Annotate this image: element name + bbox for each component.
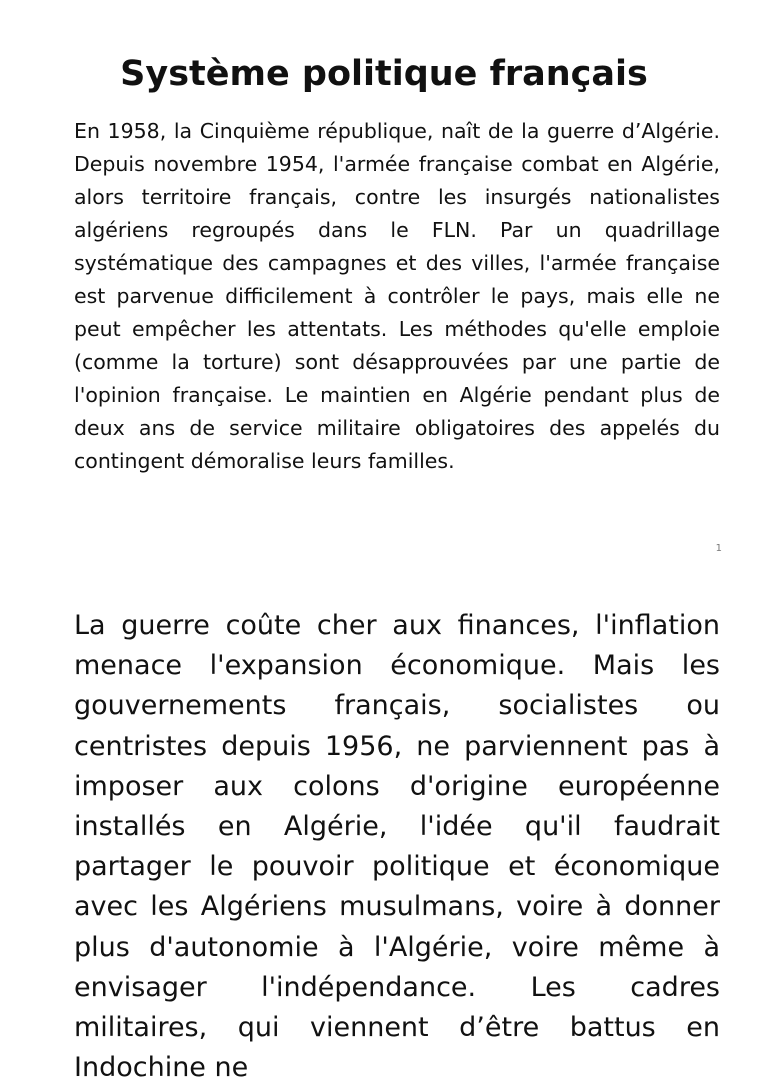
- page-number: 1: [715, 543, 722, 554]
- paragraph-1: En 1958, la Cinquième république, naît de la guerre d’Algérie. Depuis novembre 1954, l'armée française combat en Algérie, alors territoire français, contre les insurgés nationalistes algériens regroupés dans le FLN. Par un quadrillage systématique des campagnes et des villes, l'armée française est parvenue difficilement à contrôler le pays, mais elle ne peut empêcher les attentats. Les méthodes qu'elle emploie (comme la torture) sont désapprouvées par une partie de l'opinion française. Le maintien en Algérie pendant plus de deux ans de service militaire obligatoires des appelés du contingent démoralise leurs familles.: [74, 119, 720, 473]
- paragraph-2: La guerre coûte cher aux finances, l'inflation menace l'expansion économique. Mais les gouvernements français, socialistes ou centristes depuis 1956, ne parviennent pas à imposer aux colons d'origine européenne installés en Algérie, l'idée qu'il faudrait partager le pouvoir politique et économique avec les Algériens musulmans, voire à donner plus d'autonomie à l'Algérie, voire même à envisager l'indépendance. Les cadres militaires, qui viennent d’être battus en Indochine ne: [74, 610, 720, 1084]
- page-title: Système politique français: [120, 54, 648, 94]
